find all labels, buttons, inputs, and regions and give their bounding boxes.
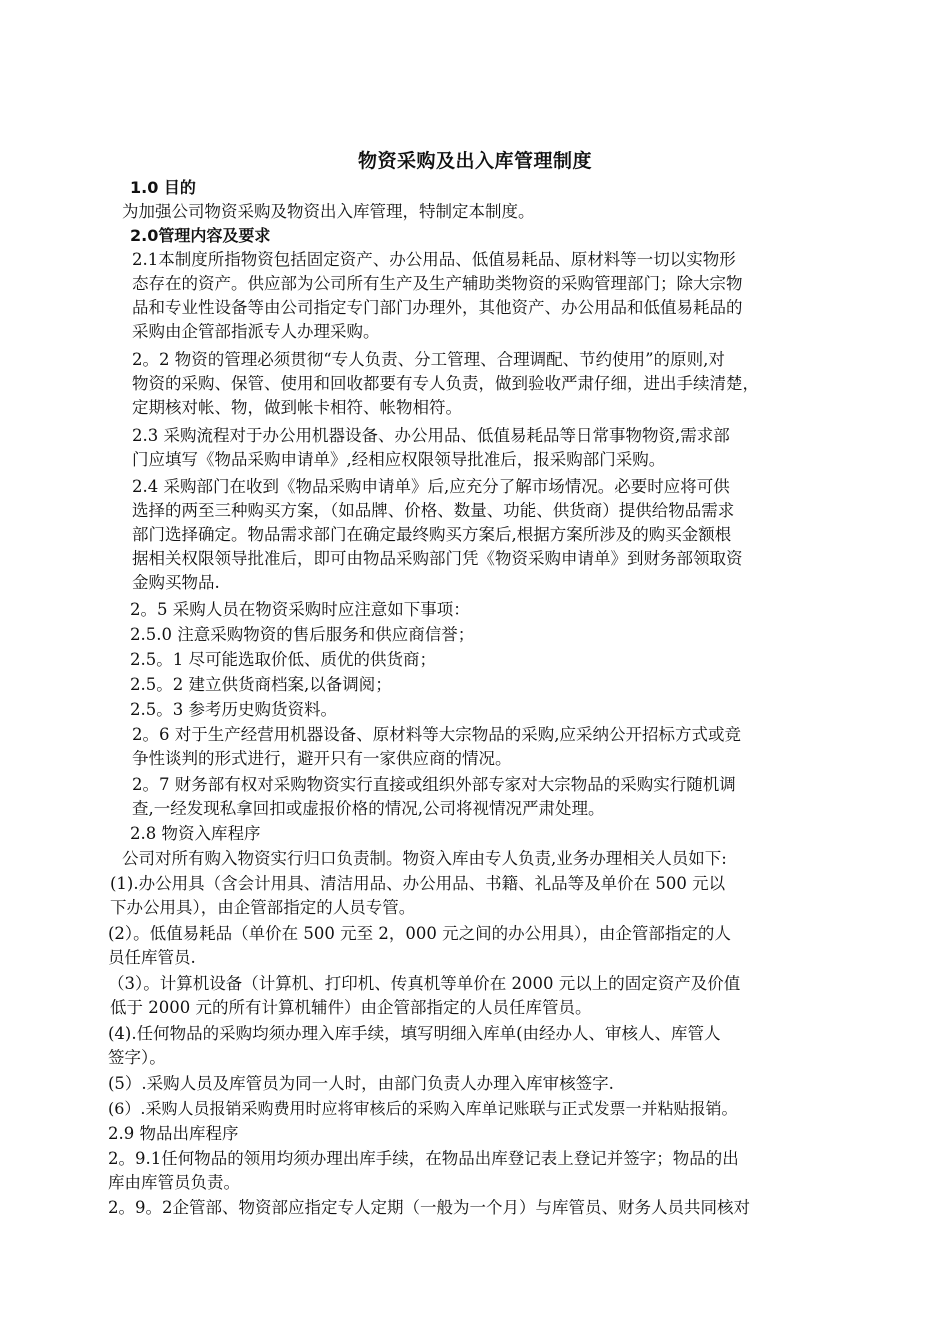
list-item-line: (6）.采购人员报销采购费用时应将审核后的采购入库单记账联与正式发票一并粘贴报销。 bbox=[108, 1099, 738, 1118]
paragraph-line: 公司对所有购入物资实行归口负责制。物资入库由专人负责,业务办理相关人员如下: bbox=[122, 849, 727, 868]
paragraph-line: 品和专业性设备等由公司指定专门部门办理外，其他资产、办公用品和低值易耗品的 bbox=[132, 298, 743, 317]
paragraph-line: 物资的采购、保管、使用和回收都要有专人负责，做到验收严肃仔细，进出手续清楚， bbox=[132, 374, 759, 393]
list-item-line: (1).办公用具（含会计用具、清洁用品、办公用品、书籍、礼品等及单价在 500 元以 bbox=[110, 874, 726, 893]
paragraph-line: 选择的两至三种购买方案，（如品牌、价格、数量、功能、供货商）提供给物品需求 bbox=[132, 501, 735, 520]
paragraph-line: 2.5.0 注意采购物资的售后服务和供应商信誉； bbox=[130, 625, 475, 644]
paragraph-line: 2.5。3 参考历史购货资料。 bbox=[130, 700, 337, 719]
list-item-line: 下办公用具），由企管部指定的人员专管。 bbox=[110, 898, 416, 917]
paragraph-line: 争性谈判的形式进行，避开只有一家供应商的情况。 bbox=[132, 749, 512, 768]
paragraph-line: 2。2 物资的管理必须贯彻“专人负责、分工管理、合理调配、节约使用”的原则,对 bbox=[132, 350, 725, 369]
paragraph-line: 金购买物品. bbox=[132, 573, 220, 592]
list-item-line: （3）。计算机设备（计算机、打印机、传真机等单价在 2000 元以上的固定资产及价值 bbox=[108, 974, 741, 993]
paragraph-line: 定期核对帐、物，做到帐卡相符、帐物相符。 bbox=[132, 398, 462, 417]
section-heading-content: 2.0管理内容及要求 bbox=[130, 226, 271, 245]
paragraph-line: 2。6 对于生产经营用机器设备、原材料等大宗物品的采购,应采纳公开招标方式或竞 bbox=[132, 725, 741, 744]
paragraph-line: 采购由企管部指派专人办理采购。 bbox=[132, 322, 380, 341]
document-title: 物资采购及出入库管理制度 bbox=[357, 150, 592, 172]
list-item-line: 签字）。 bbox=[108, 1048, 166, 1067]
paragraph-line: 2.8 物资入库程序 bbox=[130, 824, 261, 843]
paragraph-line: 2.5。2 建立供货商档案,以备调阅； bbox=[130, 675, 392, 694]
paragraph-line: 门应填写《物品采购申请单》,经相应权限领导批准后，报采购部门采购。 bbox=[132, 450, 666, 469]
list-item-line: 低于 2000 元的所有计算机辅件）由企管部指定的人员任库管员。 bbox=[110, 998, 592, 1017]
paragraph-line: 为加强公司物资采购及物资出入库管理，特制定本制度。 bbox=[122, 202, 535, 221]
paragraph-line: 2.1本制度所指物资包括固定资产、办公用品、低值易耗品、原材料等一切以实物形 bbox=[132, 250, 736, 269]
list-item-line: 员任库管员. bbox=[108, 948, 196, 967]
paragraph-line: 据相关权限领导批准后，即可由物品采购部门凭《物资采购申请单》到财务部领取资 bbox=[132, 549, 743, 568]
paragraph-line: 2。9。2企管部、物资部应指定专人定期（一般为一个月）与库管员、财务人员共同核对 bbox=[108, 1198, 750, 1217]
paragraph-line: 态存在的资产。供应部为公司所有生产及生产辅助类物资的采购管理部门；除大宗物 bbox=[132, 274, 743, 293]
paragraph-line: 2.5。1 尽可能选取价低、质优的供货商； bbox=[130, 650, 436, 669]
list-item-line: (4).任何物品的采购均须办理入库手续，填写明细入库单(由经办人、审核人、库管人 bbox=[108, 1024, 721, 1043]
paragraph-line: 库由库管员负责。 bbox=[108, 1173, 240, 1192]
paragraph-line: 查,一经发现私拿回扣或虚报价格的情况,公司将视情况严肃处理。 bbox=[132, 799, 605, 818]
paragraph-line: 2.3 采购流程对于办公用机器设备、办公用品、低值易耗品等日常事物物资,需求部 bbox=[132, 426, 730, 445]
section-heading-purpose: 1.0 目的 bbox=[130, 178, 196, 197]
paragraph-line: 部门选择确定。物品需求部门在确定最终购买方案后,根据方案所涉及的购买金额根 bbox=[132, 525, 732, 544]
paragraph-line: 2。7 财务部有权对采购物资实行直接或组织外部专家对大宗物品的采购实行随机调 bbox=[132, 775, 736, 794]
list-item-line: (5）.采购人员及库管员为同一人时，由部门负责人办理入库审核签字. bbox=[108, 1074, 614, 1093]
paragraph-line: 2。5 采购人员在物资采购时应注意如下事项： bbox=[130, 600, 470, 619]
paragraph-line: 2.9 物品出库程序 bbox=[108, 1124, 239, 1143]
list-item-line: (2）。低值易耗品（单价在 500 元至 2，000 元之间的办公用具），由企管部指定的人 bbox=[108, 924, 731, 943]
paragraph-line: 2。9.1任何物品的领用均须办理出库手续，在物品出库登记表上登记并签字；物品的出 bbox=[108, 1149, 739, 1168]
paragraph-line: 2.4 采购部门在收到《物品采购申请单》后,应充分了解市场情况。必要时应将可供 bbox=[132, 477, 730, 496]
